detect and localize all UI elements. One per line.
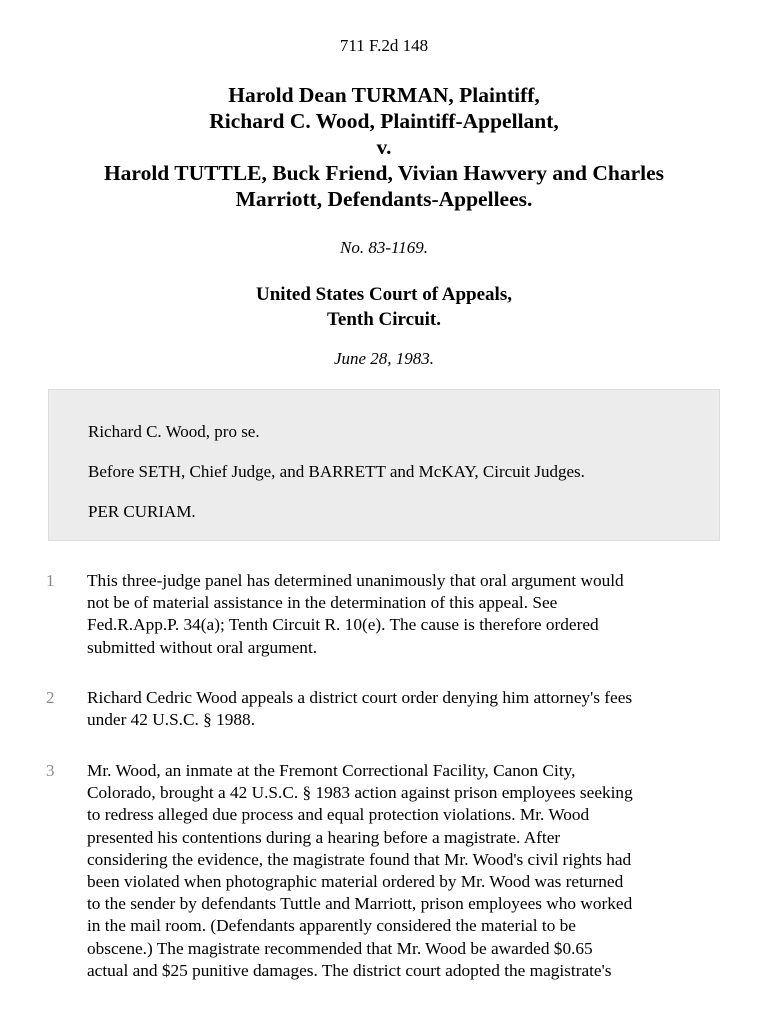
paragraph-number: 2: [46, 688, 55, 707]
paragraph-line: to the sender by defendants Tuttle and Marriott, prison employees who worked: [87, 894, 633, 914]
paragraph-text: [87, 687, 727, 731]
paragraph-text: [87, 760, 727, 982]
court-name-line2: Tenth Circuit.: [326, 309, 442, 330]
paragraph-number: 3: [46, 761, 55, 780]
caption-defendants-cont: Marriott, Defendants-Appellees.: [235, 187, 533, 211]
paragraph-line: presented his contentions during a hearing before a magistrate. After: [87, 827, 561, 847]
decision-date: June 28, 1983.: [333, 349, 435, 368]
paragraph-line: submitted without oral argument.: [87, 637, 318, 657]
prelims-box: [48, 389, 720, 541]
paragraph-line: not be of material assistance in the determination of this appeal. See: [87, 593, 558, 613]
caption-defendants: Harold TUTTLE, Buck Friend, Vivian Hawvery and Charles: [103, 161, 665, 185]
paragraph-line: Mr. Wood, an inmate at the Fremont Correctional Facility, Canon City,: [87, 761, 576, 780]
caption-versus: v.: [376, 135, 392, 159]
docket-number: No. 83-1169.: [340, 238, 428, 257]
paragraph-line: considering the evidence, the magistrate found that Mr. Wood's civil rights had: [87, 849, 632, 869]
paragraph-line: Fed.R.App.P. 34(a); Tenth Circuit R. 10(e). The cause is therefore ordered: [87, 615, 599, 635]
panel-line: Before SETH, Chief Judge, and BARRETT and McKAY, Circuit Judges.: [88, 462, 585, 481]
paragraph-line: under 42 U.S.C. § 1988.: [87, 710, 256, 730]
court-name-line1: United States Court of Appeals,: [256, 284, 512, 305]
paragraph-line: to redress alleged due process and equal protection violations. Mr. Wood: [87, 805, 590, 825]
paragraph-line: been violated when photographic material ordered by Mr. Wood was returned: [87, 872, 624, 892]
paragraph-line: obscene.) The magistrate recommended that Mr. Wood be awarded $0.65: [87, 938, 593, 958]
paragraph-line: Richard Cedric Wood appeals a district court order denying him attorney's fees: [87, 688, 633, 707]
paragraph-line: actual and $25 punitive damages. The district court adopted the magistrate's: [87, 960, 612, 980]
case-citation: 711 F.2d 148: [339, 36, 429, 55]
court-name: [0, 282, 768, 332]
caption-plaintiff: Harold Dean TURMAN, Plaintiff,: [228, 83, 540, 107]
counsel-line: Richard C. Wood, pro se.: [88, 422, 260, 441]
paragraph-number: 1: [46, 571, 55, 590]
paragraph-line: Colorado, brought a 42 U.S.C. § 1983 action against prison employees seeking: [87, 783, 633, 803]
caption-appellant: Richard C. Wood, Plaintiff-Appellant,: [209, 109, 559, 133]
per-curiam-line: PER CURIAM.: [88, 502, 196, 521]
paragraph-text: [87, 570, 727, 659]
paragraph-line: This three-judge panel has determined unanimously that oral argument would: [87, 571, 624, 590]
paragraph-line: in the mail room. (Defendants apparently considered the material to be: [87, 916, 576, 936]
case-caption: [40, 82, 728, 212]
